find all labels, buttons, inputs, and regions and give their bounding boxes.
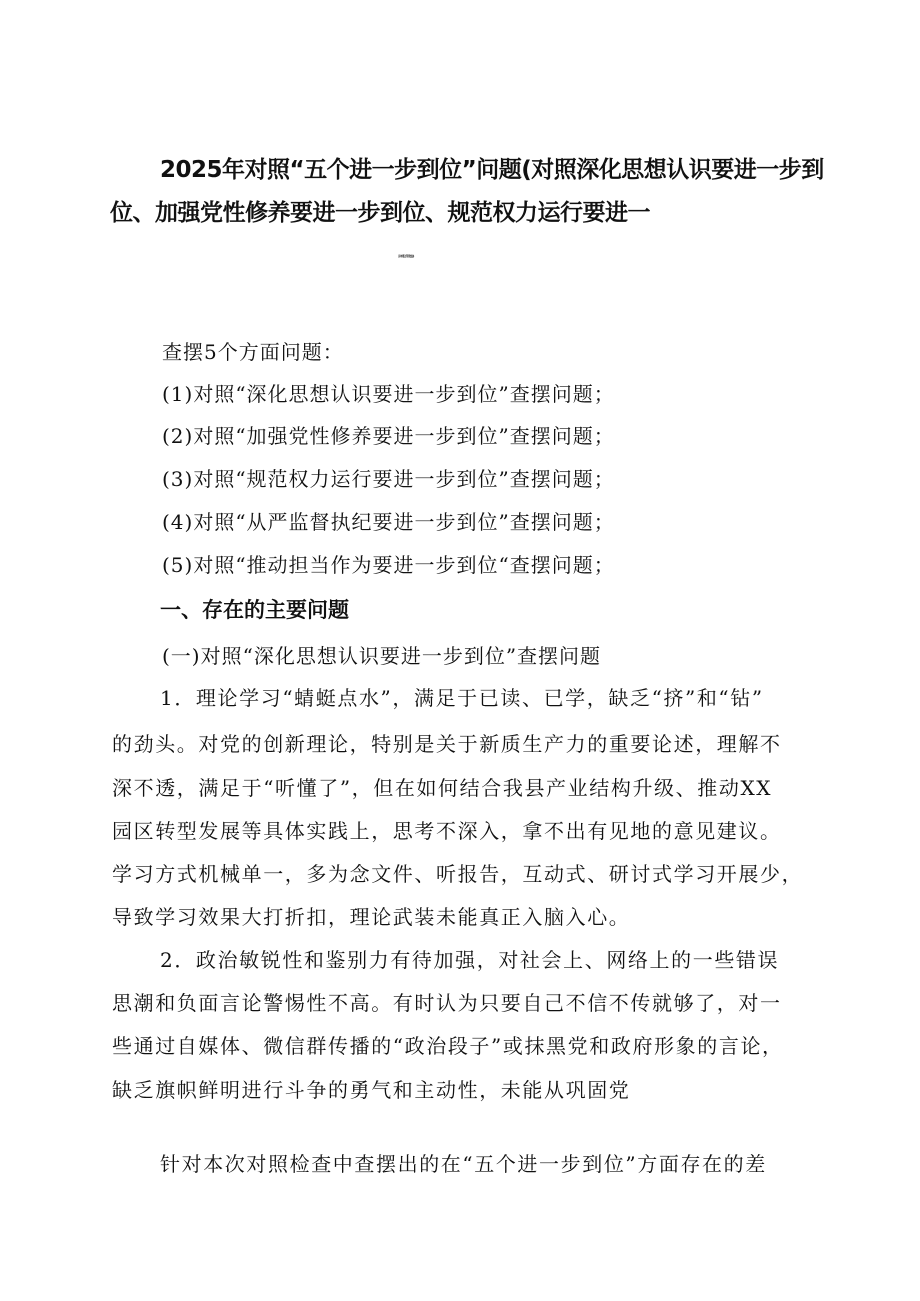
list-item: (4)对照“从严监督执纪要进一步到位”查摆问题； [162, 510, 615, 534]
paragraph-2-line: 思潮和负面言论警惕性不高。有时认为只要自己不信不传就够了，对一 [112, 991, 782, 1015]
paragraph-1-line: 1．理论学习“蜻蜓点水”，满足于已读、已学，缺乏“挤”和“钻” [160, 686, 764, 710]
list-item: (1)对照“深化思想认识要进一步到位”查摆问题； [162, 382, 615, 406]
paragraph-1-line: 的劲头。对党的创新理论，特别是关于新质生产力的重要论述，理解不 [112, 732, 782, 756]
paragraph-1-line: 学习方式机械单一，多为念文件、听报告，互动式、研讨式学习开展少， [112, 862, 804, 886]
paragraph-2-line: 2．政治敏锐性和鉴别力有待加强，对社会上、网络上的一些错误 [160, 948, 780, 972]
intro-text: 查摆5个方面问题： [162, 340, 344, 364]
paragraph-1-line: 深不透，满足于“听懂了”，但在如何结合我县产业结构升级、推动XX [112, 776, 773, 800]
list-item: (3)对照“规范权力运行要进一步到位”查摆问题； [162, 467, 615, 491]
subsection-heading: (一)对照“深化思想认识要进一步到位”查摆问题 [162, 644, 602, 668]
section-heading: 一、存在的主要问题 [160, 598, 349, 622]
paragraph-1-line: 园区转型发展等具体实践上，思考不深入，拿不出有见地的意见建议。 [112, 819, 782, 843]
paragraph-1-line: 导致学习效果大打折扣，理论武装未能真正入脑入心。 [112, 905, 631, 929]
title-line-1: 2025年对照“五个进一步到位”问题(对照深化思想认识要进一步到 [160, 157, 824, 183]
list-item: (2)对照“加强党性修养要进一步到位”查摆问题； [162, 424, 615, 448]
paragraph-2-line: 些通过自媒体、微信群传播的“政治段子”或抹黑党和政府形象的言论， [112, 1034, 784, 1058]
paragraph-2-line: 缺乏旗帜鲜明进行斗争的勇气和主动性，未能从巩固党 [112, 1078, 631, 1102]
tail-line: 针对本次对照检查中查摆出的在“五个进一步到位”方面存在的差 [160, 1152, 767, 1176]
list-item: (5)对照“推动担当作为要进一步到位“查摆问题； [162, 553, 615, 577]
title-line-3: 步到位等发面) [398, 254, 414, 258]
title-line-2: 位、加强党性修养要进一步到位、规范权力运行要进一 [110, 200, 650, 226]
